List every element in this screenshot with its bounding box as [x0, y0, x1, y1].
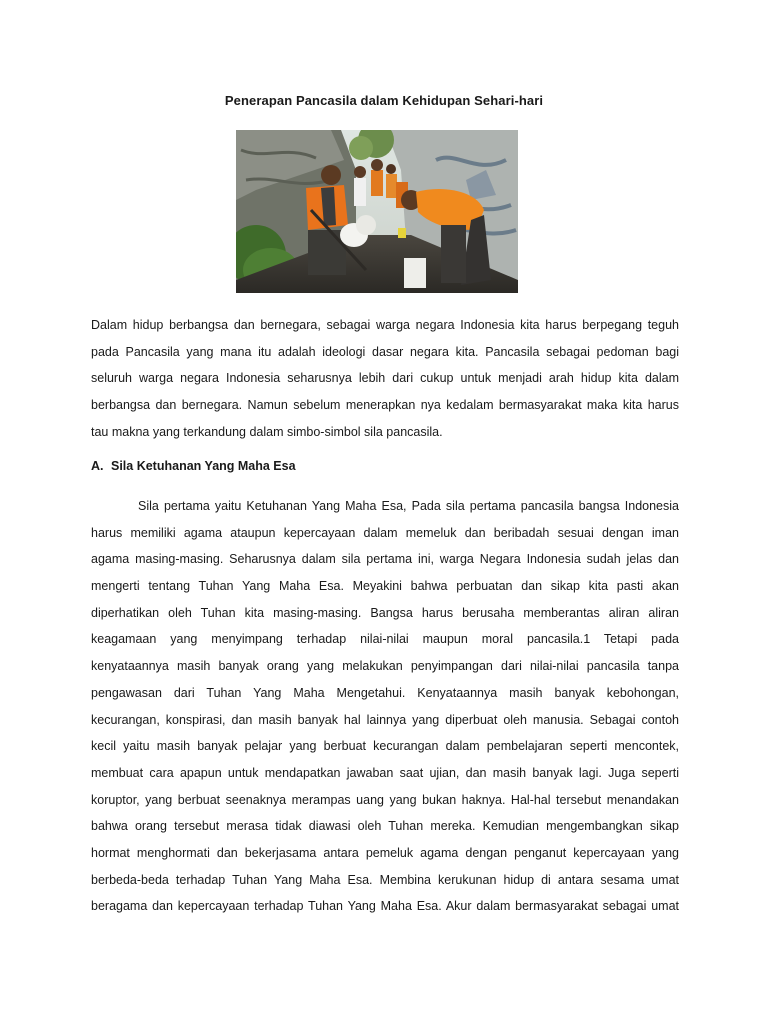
- section-heading: [91, 459, 296, 473]
- text-line: berbeda-beda terhadap Tuhan Yang Maha Esa. Membina kerukunan hidup di antara sesama umat: [91, 872, 679, 887]
- text-line: berbangsa dan bernegara. Namun sebelum menerapkan nya kedalam bermasyarakat maka kita harus: [91, 398, 679, 413]
- text-line: kecil yaitu masih banyak pelajar yang berbuat kecurangan dalam pembelajaran seperti mencontek,: [91, 739, 679, 754]
- community-cleanup-photo: [236, 130, 518, 293]
- text-line: membuat cara apapun untuk mendapatkan jawaban saat ujian, dan masih banyak lagi. Juga seperti: [91, 765, 679, 780]
- text-line: diperhatikan oleh Tuhan kita masing-masing. Bangsa harus berusaha memberantas aliran aliran: [91, 605, 679, 620]
- text-line: Sila pertama yaitu Ketuhanan Yang Maha Esa, Pada sila pertama pancasila bangsa Indonesia: [138, 499, 679, 513]
- section-a-paragraph: [91, 493, 679, 920]
- document-title: Penerapan Pancasila dalam Kehidupan Sehari-hari: [224, 93, 544, 108]
- text-line: kecurangan, konspirasi, dan masih banyak hal lainnya yang diperbuat oleh manusia. Sebagai contoh: [91, 712, 679, 727]
- text-line: beragama dan kepercayaan terhadap Tuhan Yang Maha Esa. Akur dalam bermasyarakat sebagai umat: [91, 899, 679, 914]
- text-line: hormat menghormati dan bekerjasama antara pemeluk agama dengan penganut kepercayaan yang: [91, 845, 679, 860]
- text-line: kenyataannya masih banyak orang yang melakukan penyimpangan dari nilai-nilai pancasila tanpa: [91, 659, 679, 674]
- section-heading-text: Sila Ketuhanan Yang Maha Esa: [111, 459, 296, 473]
- intro-paragraph: [91, 312, 679, 445]
- section-marker: A.: [91, 459, 104, 473]
- text-line: Dalam hidup berbangsa dan bernegara, sebagai warga negara Indonesia kita harus berpegang teguh: [91, 318, 679, 332]
- text-line: keagamaan yang menyimpang terhadap nilai-nilai maupun moral pancasila.1 Tetapi pada: [91, 632, 679, 647]
- text-line: seluruh warga negara Indonesia seharusnya lebih dari cukup untuk menjadi arah hidup kita dalam: [91, 371, 679, 386]
- text-line: tau makna yang terkandung dalam simbo-simbol sila pancasila.: [91, 424, 443, 439]
- text-line: harus memiliki agama ataupun kepercayaan dalam memeluk dan beribadah sesuai dengan iman: [91, 525, 679, 540]
- text-line: pengawasan dari Tuhan Yang Maha Mengetahui. Kenyataannya masih banyak kebohongan,: [91, 685, 679, 700]
- text-line: mengerti tentang Tuhan Yang Maha Esa. Meyakini bahwa perbuatan dan sikap kita pasti akan: [91, 579, 679, 594]
- text-line: agama masing-masing. Seharusnya dalam sila pertama ini, warga Negara Indonesia sudah jelas dan: [91, 552, 679, 567]
- photo-illustration: [236, 130, 518, 293]
- text-line: bahwa orang tersebut merasa tidak diawasi oleh Tuhan mereka. Kemudian mengembangkan sikap: [91, 819, 679, 834]
- text-line: pada Pancasila yang mana itu adalah ideologi dasar negara kita. Pancasila sebagai pedoman bagi: [91, 344, 679, 359]
- text-line: koruptor, yang berbuat seenaknya merampas uang yang bukan haknya. Hal-hal tersebut menandakan: [91, 792, 679, 807]
